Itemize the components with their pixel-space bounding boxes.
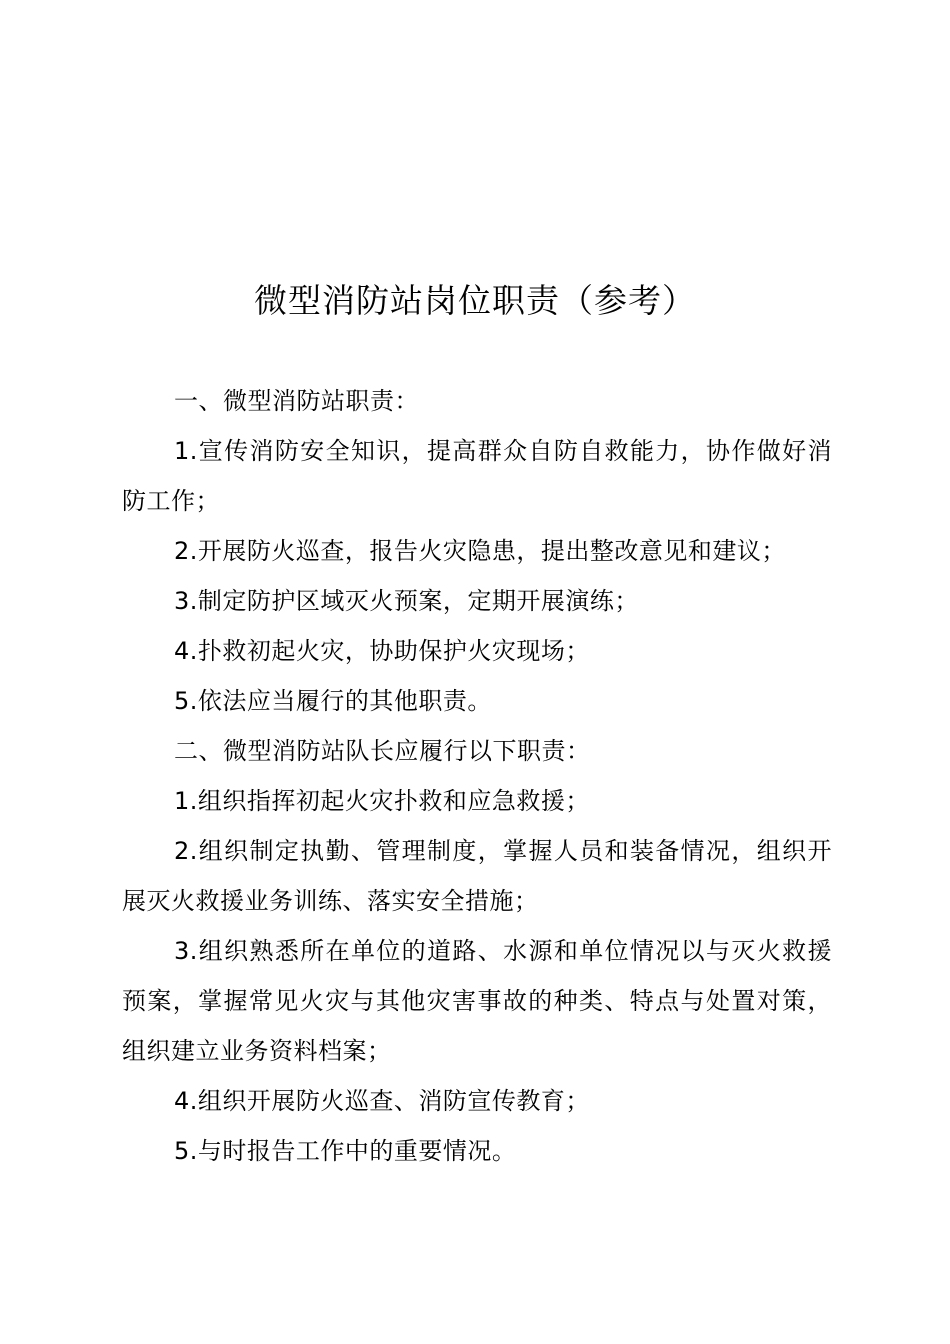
list-item: 2.组织制定执勤、管理制度，掌握人员和装备情况，组织开展灭火救援业务训练、落实安全措施； xyxy=(122,837,832,915)
list-item: 4.扑救初起火灾，协助保护火灾现场； xyxy=(174,637,590,665)
list-item: 2.开展防火巡查，报告火灾隐患，提出整改意见和建议； xyxy=(174,537,786,565)
list-item: 5.与时报告工作中的重要情况。 xyxy=(174,1137,517,1165)
document-body xyxy=(122,376,832,1176)
list-item: 1.宣传消防安全知识，提高群众自防自救能力，协作做好消防工作； xyxy=(122,437,832,515)
document-title: 微型消防站岗位职责（参考） xyxy=(254,281,696,320)
list-item: 3.组织熟悉所在单位的道路、水源和单位情况以与灭火救援预案，掌握常见火灾与其他灾害事故的种类、特点与处置对策，组织建立业务资料档案； xyxy=(122,937,832,1065)
list-item: 5.依法应当履行的其他职责。 xyxy=(174,687,492,715)
section-heading-station-duties: 一、微型消防站职责： xyxy=(174,387,419,415)
list-item: 1.组织指挥初起火灾扑救和应急救援； xyxy=(174,787,590,815)
section-heading-captain-duties: 二、微型消防站队长应履行以下职责： xyxy=(174,737,591,765)
list-item: 3.制定防护区域灭火预案，定期开展演练； xyxy=(174,587,639,615)
list-item: 4.组织开展防火巡查、消防宣传教育； xyxy=(174,1087,590,1115)
